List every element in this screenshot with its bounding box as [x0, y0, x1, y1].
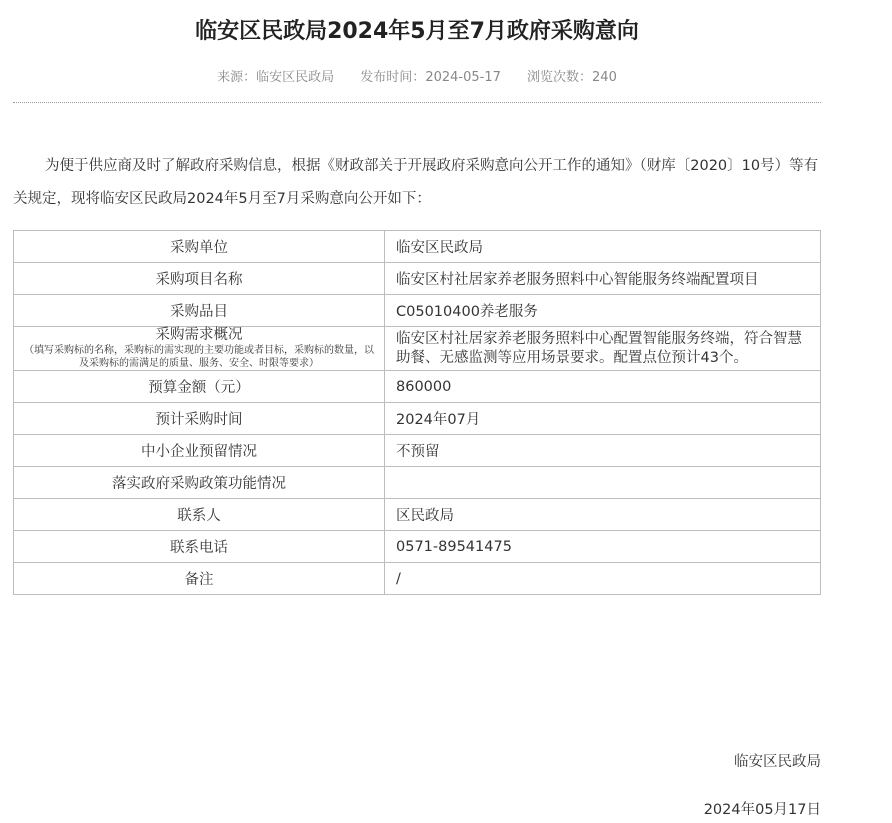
signature-date: 2024年05月17日: [703, 802, 821, 818]
publish-date: 2024-05-17: [425, 70, 501, 85]
row-label-cell: [14, 327, 385, 371]
table-row: [14, 531, 821, 563]
article-meta: [0, 66, 834, 85]
table-row: [14, 435, 821, 467]
views-info: [527, 70, 617, 85]
divider: [13, 102, 821, 103]
row-value: 860000: [385, 371, 821, 403]
row-value: 2024年07月: [385, 403, 821, 435]
row-label: 采购品目: [14, 295, 385, 327]
views-count: 240: [592, 70, 617, 85]
row-label: 预计采购时间: [14, 403, 385, 435]
intro-paragraph: 为便于供应商及时了解政府采购信息，根据《财政部关于开展政府采购意向公开工作的通知》（财库〔2020〕10号）等有关规定，现将临安区民政局2024年5月至7月采购意向公开如下：: [13, 158, 819, 207]
table-row: [14, 403, 821, 435]
row-label: 中小企业预留情况: [14, 435, 385, 467]
row-value: 临安区村社居家养老服务照料中心配置智能服务终端，符合智慧助餐、无感监测等应用场景要求。配置点位预计43个。: [396, 330, 802, 366]
row-value: 区民政局: [385, 499, 821, 531]
table-row: [14, 327, 821, 371]
source-info: [217, 70, 334, 85]
row-value: 不预留: [385, 435, 821, 467]
table-row: [14, 499, 821, 531]
row-value: 临安区民政局: [385, 231, 821, 263]
table-row: [14, 263, 821, 295]
row-value: [385, 467, 821, 499]
signature-organization: 临安区民政局: [734, 754, 821, 770]
row-label: 落实政府采购政策功能情况: [14, 467, 385, 499]
page-title: 临安区民政局2024年5月至7月政府采购意向: [195, 19, 639, 44]
table-row: [14, 231, 821, 263]
row-label: 备注: [14, 563, 385, 595]
row-label: 预算金额（元）: [14, 371, 385, 403]
row-label-note: （填写采购标的名称，采购标的需实现的主要功能或者目标，采购标的数量，以及采购标的需满足的质量、服务、安全、时限等要求）: [24, 345, 374, 369]
table-row: [14, 371, 821, 403]
row-value: /: [385, 563, 821, 595]
row-value: C05010400养老服务: [385, 295, 821, 327]
table-row: [14, 467, 821, 499]
source-label: 来源：: [217, 70, 257, 85]
views-label: 浏览次数：: [527, 70, 593, 85]
row-value: 0571-89541475: [385, 531, 821, 563]
source-value: 临安区民政局: [256, 70, 335, 85]
row-label: 联系电话: [14, 531, 385, 563]
procurement-table: [13, 230, 821, 595]
row-label: 采购单位: [14, 231, 385, 263]
table-row: [14, 295, 821, 327]
publish-label: 发布时间：: [360, 70, 426, 85]
table-row: [14, 563, 821, 595]
row-label: 联系人: [14, 499, 385, 531]
row-label: 采购项目名称: [14, 263, 385, 295]
row-value: 临安区村社居家养老服务照料中心智能服务终端配置项目: [385, 263, 821, 295]
publish-info: [360, 70, 501, 85]
row-label: 采购需求概况: [155, 327, 243, 343]
row-value-cell: [385, 327, 821, 371]
